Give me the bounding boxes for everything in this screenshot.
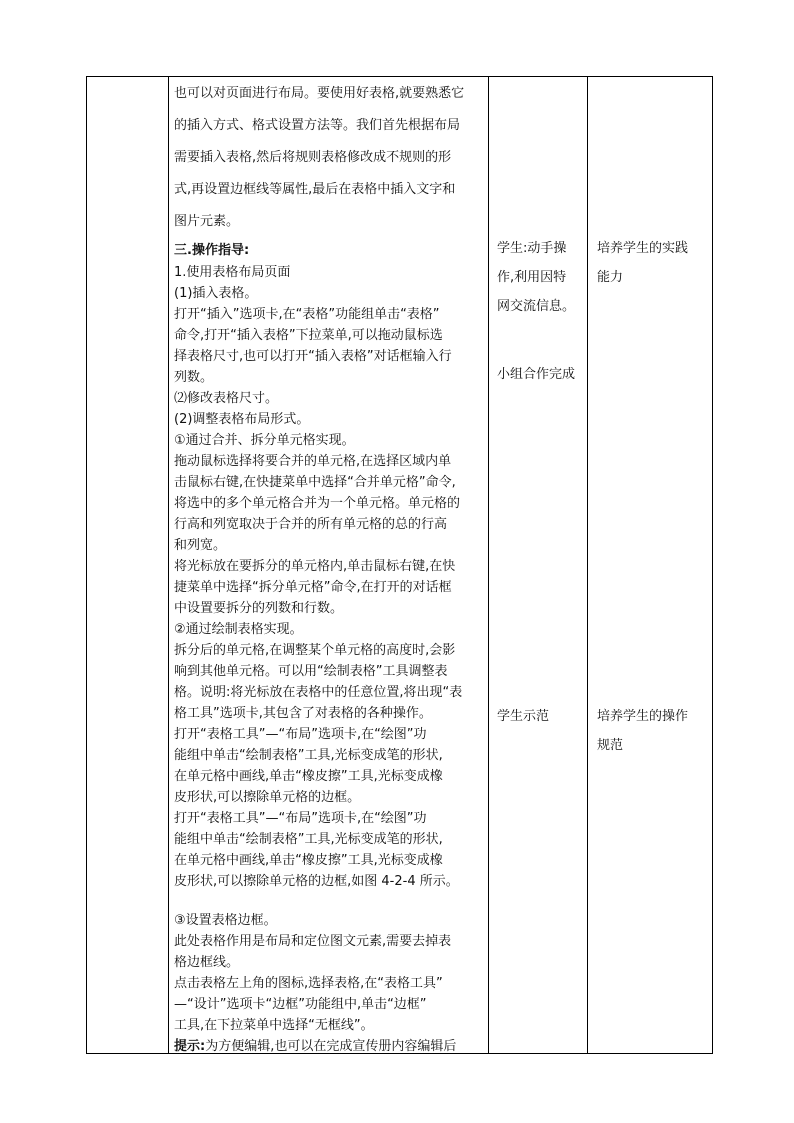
text-line: 培养学生的实践 <box>597 241 689 256</box>
text-line: 规范 <box>597 738 624 753</box>
text-line: 命令,打开“插入表格”下拉菜单,可以拖动鼠标选 <box>174 328 443 343</box>
text-line: 将选中的多个单元格合并为一个单元格。单元格的 <box>174 496 461 511</box>
text-line: 点击表格左上角的图标,选择表格,在“表格工具” <box>174 976 443 991</box>
text-line: 式,再设置边框线等属性,最后在表格中插入文字和 <box>174 182 456 197</box>
text-line: ③设置表格边框。 <box>174 913 277 928</box>
text-line: 打开“表格工具”—“布局”选项卡,在“绘图”功 <box>174 811 427 826</box>
instruction-text <box>174 262 574 892</box>
tip-label: 提示: <box>174 1039 206 1054</box>
text-line: 能组中单击“绘制表格”工具,光标变成笔的形状, <box>174 748 443 763</box>
text-line: 拖动鼠标选择将要合并的单元格,在选择区域内单 <box>174 454 452 469</box>
text-line: 捷菜单中选择“拆分单元格”命令,在打开的对话框 <box>174 580 452 595</box>
text-line: —“设计”选项卡“边框”功能组中,单击“边框” <box>174 997 427 1012</box>
student-activity-2: 小组合作完成 <box>497 367 576 382</box>
tip-paragraph <box>174 1036 574 1057</box>
text-line: 响到其他单元格。可以用“绘制表格”工具调整表 <box>174 664 448 679</box>
text-line: 图片元素。 <box>174 214 240 229</box>
student-activity-1 <box>497 234 575 321</box>
text-line: 1.使用表格布局页面 <box>174 265 291 280</box>
text-line: 能组中单击“绘制表格”工具,光标变成笔的形状, <box>174 832 443 847</box>
text-line: (2)调整表格布局形式。 <box>174 412 310 427</box>
text-line: 择表格尺寸,也可以打开“插入表格”对话框输入行 <box>174 349 452 364</box>
table-border-left <box>86 76 87 1054</box>
text-line: 在单元格中画线,单击“橡皮擦”工具,光标变成橡 <box>174 769 443 784</box>
instruction-text-border <box>174 910 574 1036</box>
text-line: 格工具”选项卡,其包含了对表格的各种操作。 <box>174 706 432 721</box>
student-activity-3: 学生示范 <box>497 709 550 724</box>
text-line: 和列宽。 <box>174 538 227 553</box>
text-line: 需要插入表格,然后将规则表格修改成不规则的形 <box>174 150 452 165</box>
column-divider <box>168 76 169 1054</box>
text-line: ①通过合并、拆分单元格实现。 <box>174 433 355 448</box>
text-line: 打开“表格工具”—“布局”选项卡,在“绘图”功 <box>174 727 427 742</box>
table-border-right <box>712 76 713 1054</box>
text-line: (1)插入表格。 <box>174 286 258 301</box>
text-line: 格。说明:将光标放在表格中的任意位置,将出现“表 <box>174 685 463 700</box>
text-line: 将光标放在要拆分的单元格内,单击鼠标右键,在快 <box>174 559 456 574</box>
text-line: ②通过绘制表格实现。 <box>174 622 303 637</box>
text-line: 的插入方式、格式设置方法等。我们首先根据布局 <box>174 118 461 133</box>
tip-text: 为方便编辑,也可以在完成宣传册内容编辑后 <box>205 1039 457 1054</box>
text-line: 网交流信息。 <box>497 299 576 314</box>
text-line: 培养学生的操作 <box>597 709 689 724</box>
text-line: ⑵修改表格尺寸。 <box>174 391 279 406</box>
text-line: 工具,在下拉菜单中选择“无框线”。 <box>174 1018 374 1033</box>
design-intent-1 <box>597 234 688 292</box>
section-title: 三.操作指导: <box>174 243 250 258</box>
text-line: 打开“插入”选项卡,在“表格”功能组单击“表格” <box>174 307 440 322</box>
text-line: 格边框线。 <box>174 955 240 970</box>
text-line: 作,利用因特 <box>497 270 567 285</box>
text-line: 中设置要拆分的列数和行数。 <box>174 601 344 616</box>
text-line: 拆分后的单元格,在调整某个单元格的高度时,会影 <box>174 643 456 658</box>
column-divider <box>587 76 588 1054</box>
text-line: 皮形状,可以擦除单元格的边框,如图 4-2-4 所示。 <box>174 874 459 889</box>
spacer <box>174 892 574 910</box>
text-line: 也可以对页面进行布局。要使用好表格,就要熟悉它 <box>174 86 465 101</box>
teaching-content-cell <box>174 76 574 1057</box>
text-line: 在单元格中画线,单击“橡皮擦”工具,光标变成橡 <box>174 853 443 868</box>
intro-paragraph <box>174 76 574 236</box>
text-line: 此处表格作用是布局和定位图文元素,需要去掉表 <box>174 934 452 949</box>
lesson-table <box>86 76 713 1054</box>
text-line: 学生:动手操 <box>497 241 567 256</box>
text-line: 行高和列宽取决于合并的所有单元格的总的行高 <box>174 517 448 532</box>
text-line: 列数。 <box>174 370 214 385</box>
text-line: 能力 <box>597 270 624 285</box>
design-intent-2 <box>597 702 688 760</box>
text-line: 击鼠标右键,在快捷菜单中选择“合并单元格”命令, <box>174 475 456 490</box>
text-line: 皮形状,可以擦除单元格的边框。 <box>174 790 361 805</box>
